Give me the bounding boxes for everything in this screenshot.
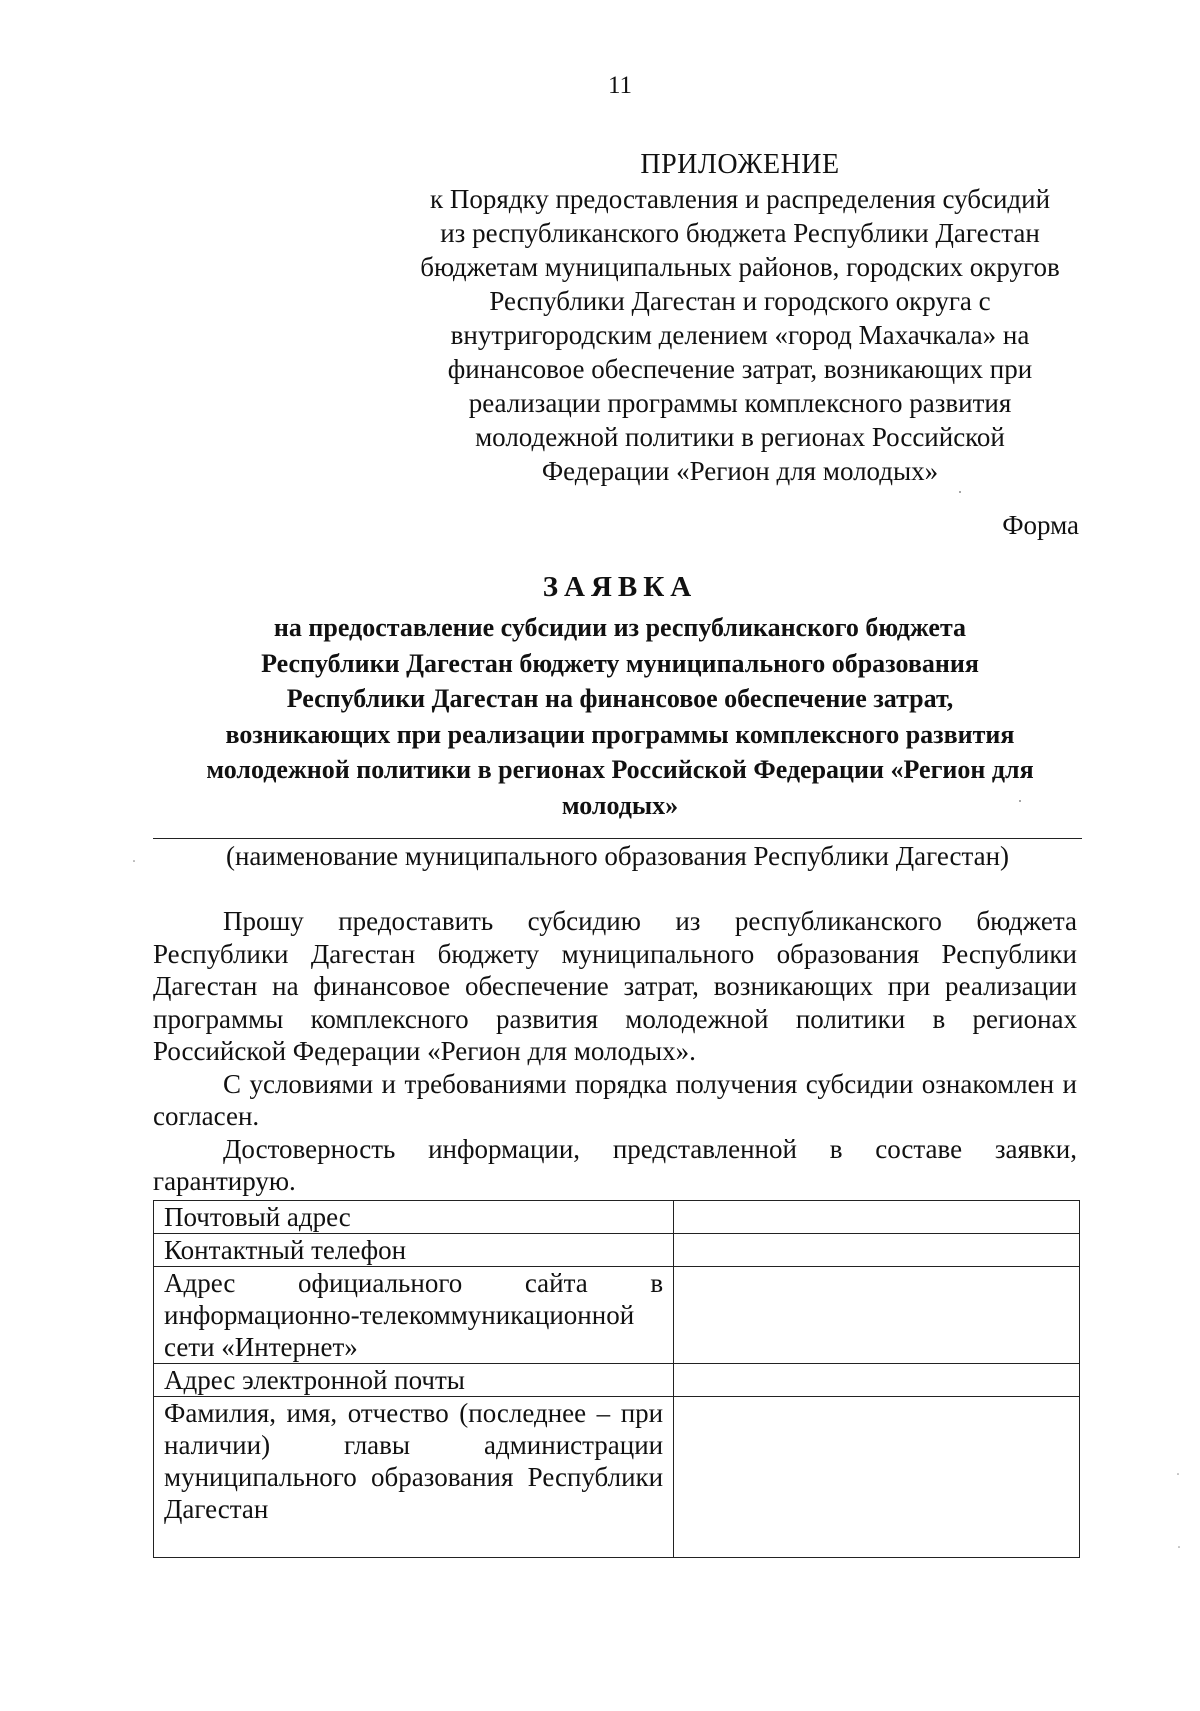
request-paragraph: Прошу предоставить субсидию из республиканского бюджета Республики Дагестан бюджету муниципального образования Республики Дагестан на финансовое обеспечение затрат, возникающих при реализации программы комплексного развития молодежной политики в регионах Российской Федерации «Регион для молодых». [153, 906, 1077, 1066]
subtitle-line: Республики Дагестан на финансовое обеспечение затрат, [286, 684, 954, 713]
consent-paragraph: С условиями и требованиями порядка получения субсидии ознакомлен и согласен. [153, 1068, 1077, 1131]
postal-address-field[interactable] [674, 1201, 1080, 1234]
guarantee-paragraph: Достоверность информации, представленной в составе заявки, гарантирую. [153, 1133, 1077, 1196]
municipality-name-caption: (наименование муниципального образования Республики Дагестан) [225, 841, 1010, 871]
municipality-name-blank[interactable] [153, 838, 1082, 839]
table-row [154, 1234, 1080, 1267]
head-name-label: Фамилия, имя, отчество (последнее – при наличии) главы администрации муниципального образования Республики Дагестан [154, 1397, 674, 1558]
subtitle-line: молодежной политики в регионах Российской Федерации «Регион для [206, 755, 1034, 784]
subtitle-line: возникающих при реализации программы комплексного развития [225, 719, 1015, 749]
subtitle-line: на предоставление субсидии из республиканского бюджета [273, 613, 967, 642]
website-label: Адрес официального сайта в информационно-телекоммуникационной сети «Интернет» [154, 1267, 674, 1364]
application-body [153, 905, 1077, 1197]
form-label: Форма [1002, 510, 1079, 540]
page-number: 11 [607, 72, 633, 99]
subtitle-line: молодых» [561, 790, 679, 820]
table-row [154, 1397, 1080, 1558]
scan-speck [133, 860, 135, 862]
scan-speck [1177, 1473, 1179, 1475]
scan-speck [1178, 1546, 1180, 1548]
appendix-heading: ПРИЛОЖЕНИЕ [640, 149, 840, 180]
table-row [154, 1267, 1080, 1364]
table-row [154, 1364, 1080, 1397]
website-field[interactable] [674, 1267, 1080, 1364]
phone-label: Контактный телефон [154, 1234, 674, 1267]
email-label: Адрес электронной почты [154, 1364, 674, 1397]
appendix-line: финансовое обеспечение затрат, возникающих при [447, 354, 1033, 384]
document-subtitle [150, 610, 1090, 823]
appendix-line: бюджетам муниципальных районов, городских округов [420, 252, 1060, 282]
appendix-line: Республики Дагестан и городского округа с [489, 286, 991, 316]
scan-speck [959, 491, 961, 493]
table-row [154, 1201, 1080, 1234]
appendix-line: к Порядку предоставления и распределения субсидий [429, 184, 1051, 214]
subtitle-line: Республики Дагестан бюджету муниципального образования [261, 648, 979, 678]
email-field[interactable] [674, 1364, 1080, 1397]
head-name-field[interactable] [674, 1397, 1080, 1558]
phone-field[interactable] [674, 1234, 1080, 1267]
appendix-line: Федерации «Регион для молодых» [541, 456, 939, 486]
appendix-line: реализации программы комплексного развития [468, 388, 1012, 418]
document-title: ЗАЯВКА [542, 571, 698, 603]
appendix-line: молодежной политики в регионах Российской [475, 422, 1005, 452]
appendix-line: внутригородским делением «город Махачкала» на [450, 320, 1030, 350]
appendix-block [390, 148, 1090, 488]
postal-address-label: Почтовый адрес [154, 1201, 674, 1234]
contact-info-table [153, 1200, 1080, 1558]
appendix-line: из республиканского бюджета Республики Дагестан [440, 218, 1040, 248]
